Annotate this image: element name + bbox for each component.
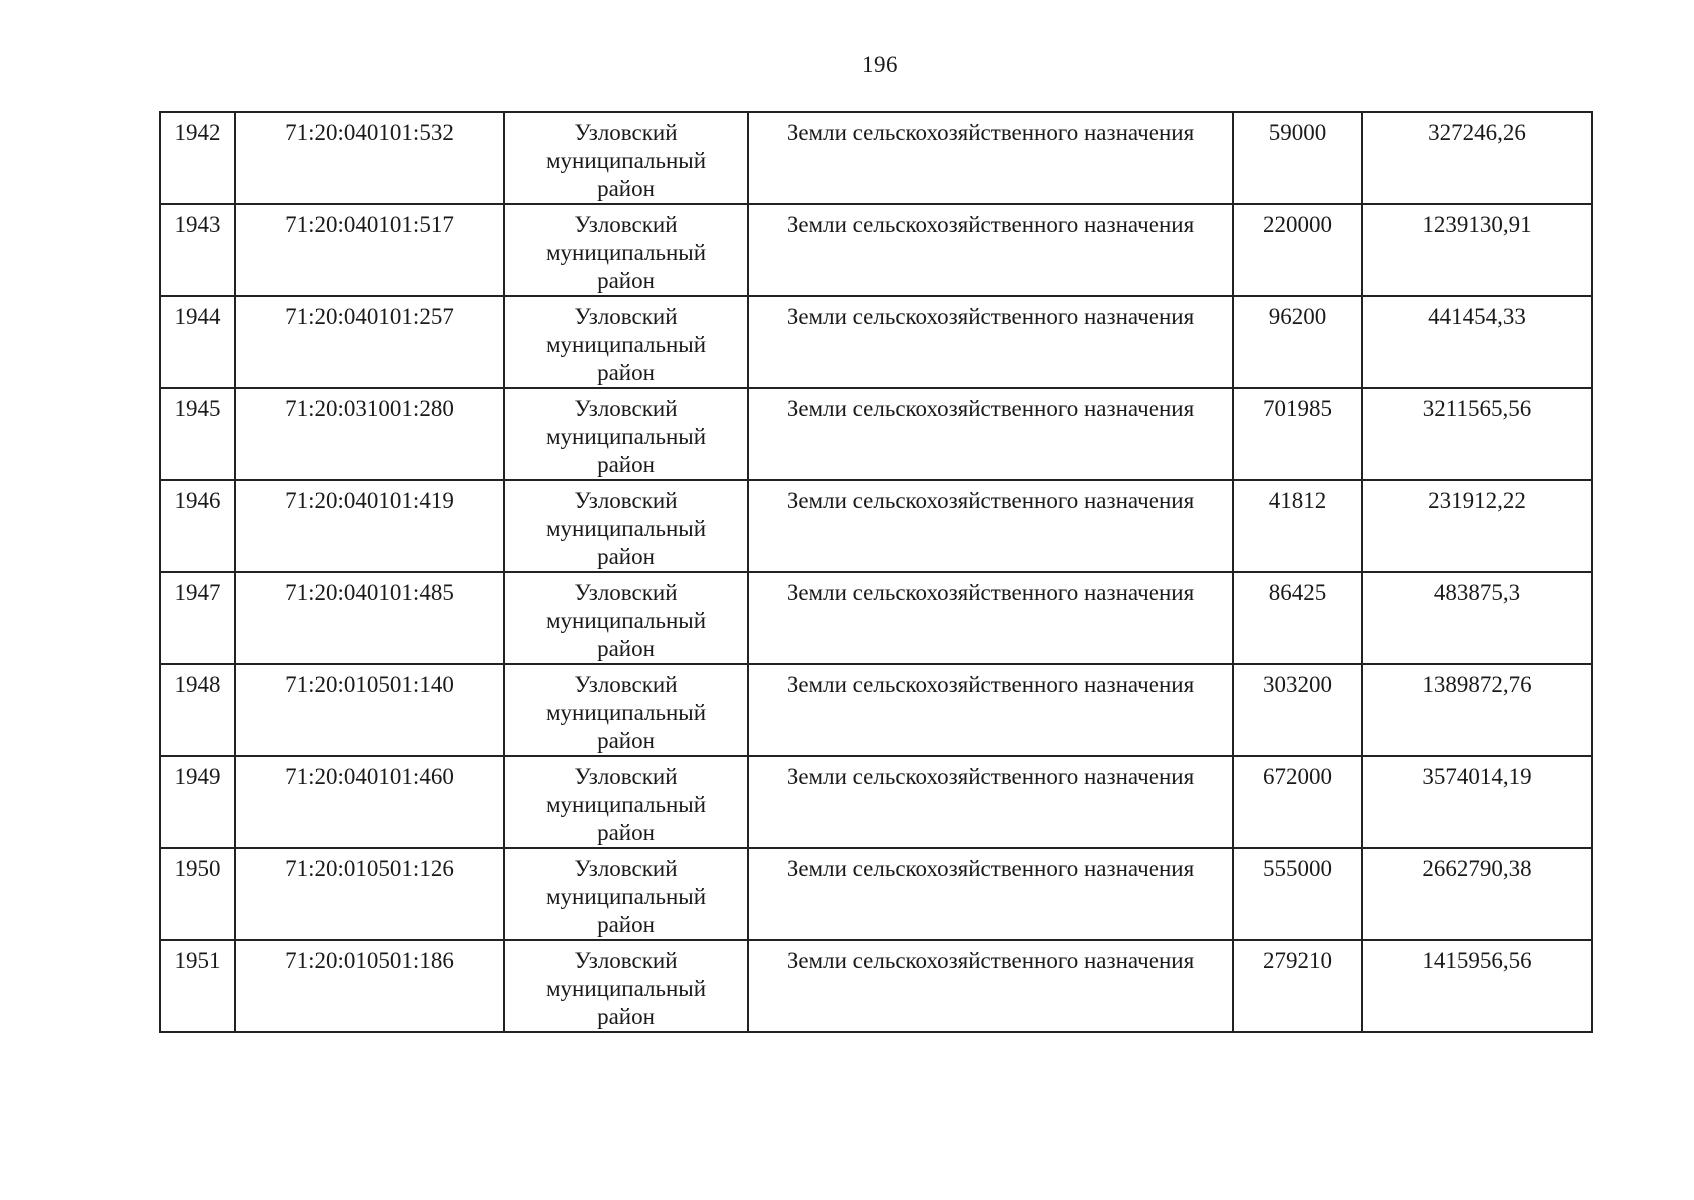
cadastral-value-cell: 441454,33 xyxy=(1362,296,1592,388)
cadastral-number-cell: 71:20:040101:517 xyxy=(235,204,504,296)
table-row xyxy=(160,756,1592,848)
municipality-line: район xyxy=(597,728,655,753)
area-cell: 41812 xyxy=(1233,480,1362,572)
row-number-cell: 1946 xyxy=(160,480,235,572)
land-registry-table xyxy=(159,111,1593,1033)
municipality-line: Узловский xyxy=(574,856,678,881)
municipality-cell xyxy=(504,572,748,664)
municipality-cell xyxy=(504,296,748,388)
municipality-line: район xyxy=(597,820,655,845)
municipality-cell xyxy=(504,664,748,756)
municipality-line: муниципальный xyxy=(545,240,707,265)
table-row xyxy=(160,388,1592,480)
municipality-line: район xyxy=(597,912,655,937)
cadastral-value-cell: 3574014,19 xyxy=(1362,756,1592,848)
municipality-line: муниципальный xyxy=(545,976,707,1001)
land-category-cell: Земли сельскохозяйственного назначения xyxy=(748,480,1233,572)
area-cell: 96200 xyxy=(1233,296,1362,388)
table-body xyxy=(160,112,1592,1032)
cadastral-number-cell: 71:20:040101:532 xyxy=(235,112,504,204)
cadastral-number-cell: 71:20:040101:460 xyxy=(235,756,504,848)
municipality-cell xyxy=(504,756,748,848)
municipality-line: район xyxy=(597,1004,655,1029)
land-category-cell: Земли сельскохозяйственного назначения xyxy=(748,388,1233,480)
municipality-line: Узловский xyxy=(574,948,678,973)
cadastral-value-cell: 1239130,91 xyxy=(1362,204,1592,296)
area-cell: 303200 xyxy=(1233,664,1362,756)
municipality-cell xyxy=(504,848,748,940)
municipality-line: муниципальный xyxy=(545,608,707,633)
cadastral-value-cell: 1415956,56 xyxy=(1362,940,1592,1032)
land-category-cell: Земли сельскохозяйственного назначения xyxy=(748,204,1233,296)
cadastral-number-cell: 71:20:040101:257 xyxy=(235,296,504,388)
area-cell: 701985 xyxy=(1233,388,1362,480)
table-row xyxy=(160,112,1592,204)
municipality-line: муниципальный xyxy=(545,516,707,541)
land-category-cell: Земли сельскохозяйственного назначения xyxy=(748,756,1233,848)
cadastral-number-cell: 71:20:040101:419 xyxy=(235,480,504,572)
municipality-line: Узловский xyxy=(574,396,678,421)
municipality-line: муниципальный xyxy=(545,332,707,357)
row-number-cell: 1948 xyxy=(160,664,235,756)
table-row xyxy=(160,940,1592,1032)
cadastral-value-cell: 3211565,56 xyxy=(1362,388,1592,480)
municipality-line: район xyxy=(597,544,655,569)
municipality-cell xyxy=(504,940,748,1032)
cadastral-number-cell: 71:20:010501:186 xyxy=(235,940,504,1032)
cadastral-number-cell: 71:20:010501:140 xyxy=(235,664,504,756)
area-cell: 279210 xyxy=(1233,940,1362,1032)
row-number-cell: 1951 xyxy=(160,940,235,1032)
municipality-line: Узловский xyxy=(574,764,678,789)
municipality-line: район xyxy=(597,636,655,661)
table-row xyxy=(160,480,1592,572)
row-number-cell: 1942 xyxy=(160,112,235,204)
cadastral-number-cell: 71:20:010501:126 xyxy=(235,848,504,940)
municipality-line: Узловский xyxy=(574,120,678,145)
municipality-line: муниципальный xyxy=(545,700,707,725)
area-cell: 555000 xyxy=(1233,848,1362,940)
cadastral-value-cell: 483875,3 xyxy=(1362,572,1592,664)
municipality-line: район xyxy=(597,452,655,477)
land-category-cell: Земли сельскохозяйственного назначения xyxy=(748,296,1233,388)
cadastral-number-cell: 71:20:040101:485 xyxy=(235,572,504,664)
page-number: 196 xyxy=(862,52,898,77)
municipality-line: муниципальный xyxy=(545,792,707,817)
table-row xyxy=(160,572,1592,664)
municipality-line: Узловский xyxy=(574,488,678,513)
table-row xyxy=(160,664,1592,756)
row-number-cell: 1945 xyxy=(160,388,235,480)
municipality-line: муниципальный xyxy=(545,148,707,173)
land-category-cell: Земли сельскохозяйственного назначения xyxy=(748,572,1233,664)
municipality-line: муниципальный xyxy=(545,884,707,909)
table-row xyxy=(160,204,1592,296)
cadastral-value-cell: 231912,22 xyxy=(1362,480,1592,572)
municipality-cell xyxy=(504,112,748,204)
area-cell: 672000 xyxy=(1233,756,1362,848)
municipality-line: Узловский xyxy=(574,580,678,605)
municipality-line: Узловский xyxy=(574,304,678,329)
municipality-line: Узловский xyxy=(574,212,678,237)
area-cell: 59000 xyxy=(1233,112,1362,204)
municipality-line: район xyxy=(597,268,655,293)
table-row xyxy=(160,296,1592,388)
row-number-cell: 1949 xyxy=(160,756,235,848)
municipality-cell xyxy=(504,480,748,572)
municipality-cell xyxy=(504,204,748,296)
row-number-cell: 1944 xyxy=(160,296,235,388)
land-category-cell: Земли сельскохозяйственного назначения xyxy=(748,940,1233,1032)
municipality-cell xyxy=(504,388,748,480)
land-category-cell: Земли сельскохозяйственного назначения xyxy=(748,848,1233,940)
row-number-cell: 1947 xyxy=(160,572,235,664)
municipality-line: район xyxy=(597,176,655,201)
cadastral-value-cell: 1389872,76 xyxy=(1362,664,1592,756)
row-number-cell: 1950 xyxy=(160,848,235,940)
area-cell: 220000 xyxy=(1233,204,1362,296)
cadastral-value-cell: 327246,26 xyxy=(1362,112,1592,204)
area-cell: 86425 xyxy=(1233,572,1362,664)
municipality-line: район xyxy=(597,360,655,385)
table-row xyxy=(160,848,1592,940)
municipality-line: Узловский xyxy=(574,672,678,697)
cadastral-value-cell: 2662790,38 xyxy=(1362,848,1592,940)
land-category-cell: Земли сельскохозяйственного назначения xyxy=(748,112,1233,204)
row-number-cell: 1943 xyxy=(160,204,235,296)
cadastral-number-cell: 71:20:031001:280 xyxy=(235,388,504,480)
municipality-line: муниципальный xyxy=(545,424,707,449)
land-category-cell: Земли сельскохозяйственного назначения xyxy=(748,664,1233,756)
